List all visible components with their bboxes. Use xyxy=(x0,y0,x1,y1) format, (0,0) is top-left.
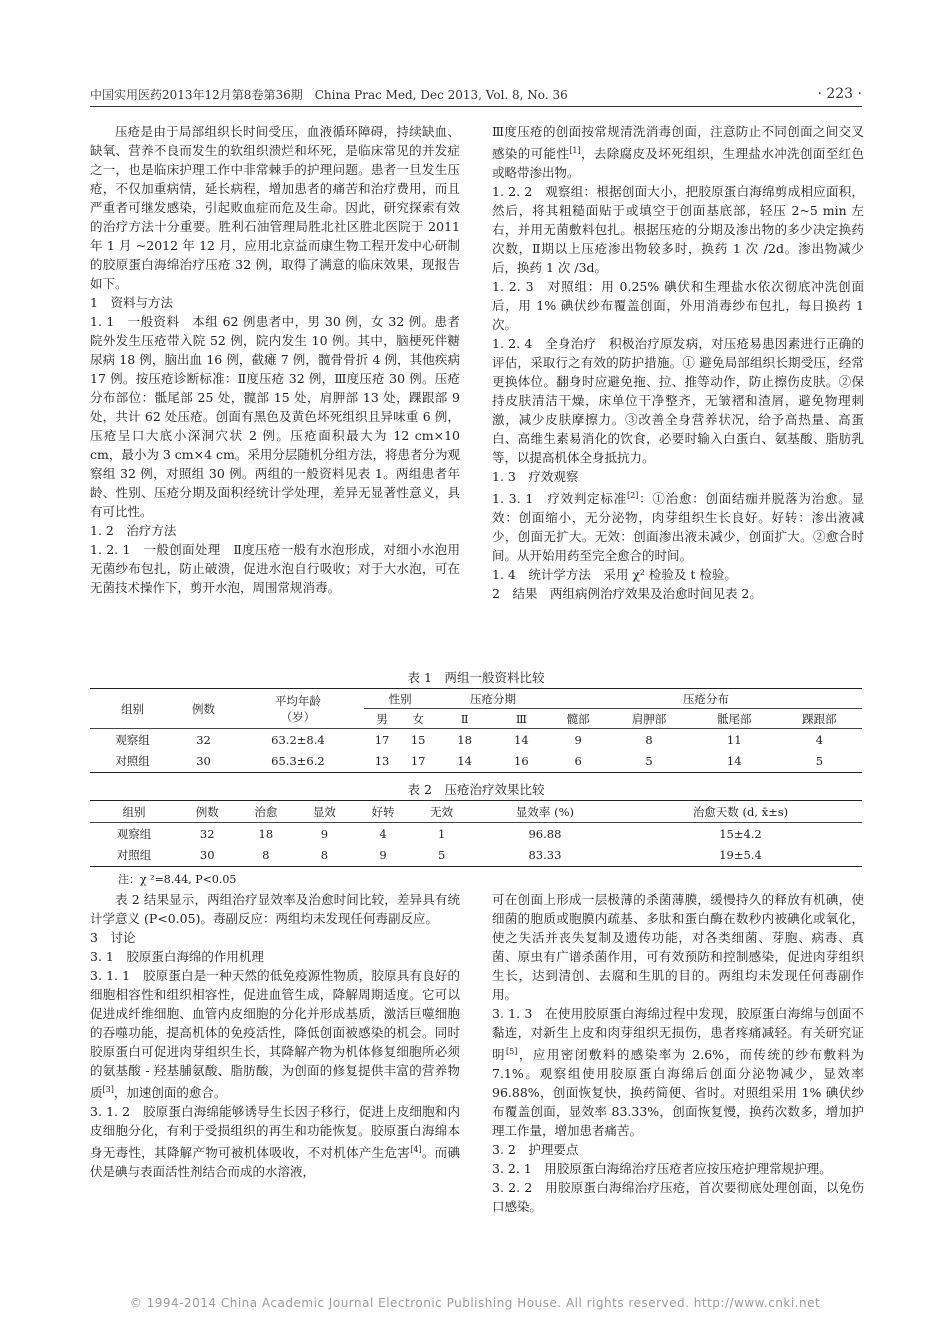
table2-header-rate: 显效率 (%) xyxy=(515,804,574,819)
citation-ref-1: [1] xyxy=(569,146,581,155)
table2-header-improved: 好转 xyxy=(371,804,395,819)
section-1-3-heading: 1. 3 疗效观察 xyxy=(492,469,579,485)
section-1-2-2-paragraph: 1. 2. 2 观察组：根据创面大小，把胶原蛋白海绵剪成相应面积，然后，将其粗糙面贴于或填空于创面基底部，轻压 2~5 min 左右，并用无菌敷料包扎。根据压疮的分期及渗出物的多少决定换药次数，Ⅱ期以上压疮渗出物较多时，换药 1 次 /2d。渗出物减少后，换药 1 次 /3d。 xyxy=(492,184,864,276)
column-left-upper xyxy=(90,122,460,597)
section-1-4-paragraph: 1. 4 统计学方法 采用 χ² 检验及 t 检验。 xyxy=(492,567,737,583)
section-3-1-3-paragraph: 3. 1. 3 在使用胶原蛋白海绵过程中发现，胶原蛋白海绵与创面不黏连，对新生上皮和肉芽组织无损伤，患者疼痛减轻。有关研究证明[5]，应用密闭敷料的感染率为 2.6%，而传统的纱布敷料为 7.1%。观察组使用胶原蛋白海绵后创面分泌物减少，显效率 96.88%，创面恢复快，换药简便、省时。对照组采用 1% 碘伏纱布覆盖创面，显效率 83.33%，创面恢复慢，换药次数多，增加护理工作量，增加患者痛苦。 xyxy=(492,1006,864,1139)
table-row: 对照组 30 8 8 9 5 83.33 19±5.4 xyxy=(90,845,862,867)
table-row: 观察组 32 63.2±8.4 17 15 18 14 9 8 11 4 xyxy=(115,732,824,747)
table2-header-ineffective: 无效 xyxy=(430,804,454,819)
section-3-2-2-paragraph: 3. 2. 2 用胶原蛋白海绵治疗压疮，首次要彻底处理创面，以免伤口感染。 xyxy=(492,1180,864,1215)
journal-citation: 中国实用医药2013年12月第8卷第36期 China Prac Med, Dec 2013, Vol. 8, No. 36 xyxy=(90,88,568,102)
section-1-3-1-paragraph: 1. 3. 1 疗效判定标准[2]：①治愈：创面结痂并脱落为治愈。显效：创面缩小，无分泌物，肉芽组织生长良好。好转：渗出液减少，创面无扩大。无效：创面渗出液未减少，创面扩大。②愈合时间。从开始用药至完全愈合的时间。 xyxy=(492,491,864,564)
copyright-footer: © 1994-2014 China Academic Journal Electronic Publishing House. All rights reserved. http://www.cnki.net xyxy=(129,1296,821,1310)
page-number: · 223 · xyxy=(817,86,862,102)
table1 xyxy=(90,688,862,773)
table1-caption: 表 1 两组一般资料比较 xyxy=(407,670,545,685)
table1-header-sacrum: 骶尾部 xyxy=(716,711,752,726)
section-3-1-2-paragraph: 3. 1. 2 胶原蛋白海绵能够诱导生长因子移行，促进上皮细胞和内皮细胞分化，有利于受损组织的再生和功能恢复。胶原蛋白海绵本身无毒性，其降解产物可被机体吸收，不对机体产生危害[4]。而碘伏是碘与表面活性剂结合而成的水溶液， xyxy=(90,1104,460,1180)
citation-ref-5: [5] xyxy=(506,1047,518,1056)
table1-header-site: 压疮分布 xyxy=(550,689,862,709)
table1-header-stage: 压疮分期 xyxy=(436,689,550,709)
section-1-1-paragraph: 1. 1 一般资料 本组 62 例患者中，男 30 例，女 32 例。患者院外发生压疮带入院 52 例，院内发生 10 例。其中，脑梗死伴糖尿病 18 例，脑出血 16 例，截瘫 7 例，髋骨骨折 4 例，其他疾病 17 例。按压疮诊断标准：Ⅱ度压疮 32 例，Ⅲ度压疮 30 例。压疮分布部位：骶尾部 25 处，髋部 15 处，肩胛部 13 处，踝跟部 9 处，共计 62 处压疮。创面有黑色及黄色坏死组织且异味重 6 例，压疮呈口大底小深洞穴状 2 例。压疮面积最大为 12 cm×10 cm，最小为 3 cm×4 cm。采用分层随机分组方法，将患者分为观察组 32 例，对照组 30 例。两组的一般资料见表 1。两组患者年龄、性别、压疮分期及面积经统计学处理，差异无显著性意义，具有可比性。 xyxy=(90,314,460,519)
section-1-2-heading: 1. 2 治疗方法 xyxy=(90,523,177,538)
header-divider xyxy=(90,106,862,107)
column-right-upper xyxy=(492,122,864,603)
table1-header-stage3: Ⅲ xyxy=(515,711,527,726)
section-2-paragraph: 2 结果 两组病例治疗效果及治愈时间见表 2。 xyxy=(492,586,762,602)
citation-ref-3: [3] xyxy=(102,1085,114,1094)
table2 xyxy=(90,800,862,867)
iodophor-paragraph: 可在创面上形成一层极薄的杀菌薄膜，缓慢持久的释放有机碘，使细菌的胞质或胞膜内疏基、多肽和蛋白酶在数秒内被碘化或氧化，使之失活并丧失复制及遗传功能，对各类细菌、芽胞、病毒、真菌、原虫有广谱杀菌作用，可有效预防和控制感染，促进肉芽组织生长，达到清创、去腐和生肌的目的。两组均未发现任何毒副作用。 xyxy=(492,892,864,1002)
section-1-heading: 1 资料与方法 xyxy=(90,295,173,310)
section-1-2-4-paragraph: 1. 2. 4 全身治疗 积极治疗原发病，对压疮易患因素进行正确的评估，采取行之有效的防护措施。① 避免局部组织长期受压，经常更换体位。翻身时应避免拖、拉、推等动作，防止擦伤皮肤。②保持皮肤清洁干燥，床单位干净整齐，无皱褶和渣屑，避免物理刺激，减少皮肤摩擦力。③改善全身营养状况，给予高热量、高蛋白、高维生素易消化的饮食，必要时输入白蛋白、氨基酸、脂肪乳等，以提高机体全身抵抗力。 xyxy=(492,336,864,466)
table2-caption: 表 2 压疮治疗效果比较 xyxy=(407,782,545,797)
table1-header-heel: 踝跟部 xyxy=(802,711,837,726)
section-3-2-heading: 3. 2 护理要点 xyxy=(492,1142,579,1158)
table1-header-female: 女 xyxy=(412,711,424,726)
stage3-paragraph: Ⅲ度压疮的创面按常规清洗消毒创面，注意防止不同创面之间交叉感染的可能性[1]，去除腐皮及坏死组织，生理盐水冲洗创面至红色或略带渗出物。 xyxy=(492,124,864,181)
table1-header-male: 男 xyxy=(376,711,388,726)
table1-header-age: 平均年龄 （岁） xyxy=(274,693,321,724)
table1-header-shoulder: 肩胛部 xyxy=(631,711,667,726)
table1-header-stage2: Ⅱ xyxy=(460,711,469,726)
table2-header-cured: 治愈 xyxy=(254,804,278,819)
table2-header-group: 组别 xyxy=(122,804,146,819)
table-row: 观察组 32 18 9 4 1 96.88 15±4.2 xyxy=(116,826,762,841)
section-3-2-1-paragraph: 3. 2. 1 用胶原蛋白海绵治疗压疮者应按压疮护理常规护理。 xyxy=(492,1161,832,1177)
table2-header-marked: 显效 xyxy=(312,804,336,819)
citation-ref-2: [2] xyxy=(626,491,639,501)
table2-note: 注：χ ²=8.44, P<0.05 xyxy=(118,873,237,886)
column-left-lower xyxy=(90,890,460,1181)
table1-header-group: 组别 xyxy=(121,701,145,716)
section-1-2-1-paragraph: 1. 2. 1 一般创面处理 Ⅱ度压疮一般有水泡形成，对细小水泡用无菌纱布包扎，防止破溃，促进水泡自行吸收；对于大水泡，可在无菌技术操作下，剪开水泡，周围常规消毒。 xyxy=(90,542,460,595)
table1-header-hip: 髋部 xyxy=(566,711,590,726)
table-row: 对照组 30 65.3±6.2 13 17 14 16 6 5 14 5 xyxy=(90,751,862,773)
section-3-heading: 3 讨论 xyxy=(90,930,136,945)
citation-ref-4: [4] xyxy=(410,1145,422,1155)
table1-header-gender: 性别 xyxy=(364,689,436,709)
table2-header-cases: 例数 xyxy=(195,804,219,819)
table1-header-cases: 例数 xyxy=(192,701,216,716)
table2-header-days: 治愈天数 (d, x̄±s) xyxy=(692,804,789,819)
results-paragraph: 表 2 结果显示，两组治疗显效率及治愈时间比较，差异具有统计学意义 (P<0.05)。毒副反应：两组均未发现任何毒副反应。 xyxy=(90,892,460,926)
section-1-2-3-paragraph: 1. 2. 3 对照组：用 0.25% 碘伏和生理盐水依次彻底冲洗创面后，用 1% 碘伏纱布覆盖创面，外用消毒纱布包扎，每日换药 1 次。 xyxy=(492,279,864,333)
section-3-1-heading: 3. 1 胶原蛋白海绵的作用机理 xyxy=(90,949,264,964)
column-right-lower xyxy=(492,890,864,1216)
intro-paragraph: 压疮是由于局部组织长时间受压，血液循环障碍，持续缺血、缺氧、营养不良而发生的软组织溃烂和坏死，是临床常见的并发症之一，也是临床护理工作中非常棘手的护理问题。患者一旦发生压疮，不仅加重病情，延长病程，增加患者的痛苦和治疗费用，而且严重者可继发感染，引起败血症而危及生命。因此，研究探索有效的治疗方法十分重要。胜利石油管理局胜北社区胜北医院于 2011 年 1 月 ~2012 年 12 月，应用北京益而康生物工程开发中心研制的胶原蛋白海绵治疗压疮 32 例，取得了满意的临床效果，现报告如下。 xyxy=(90,124,460,291)
section-3-1-1-paragraph: 3. 1. 1 胶原蛋白是一种天然的低免疫源性物质，胶原具有良好的细胞相容性和组织相容性，促进血管生成，降解周期适度。它可以促进成纤维细胞、血管内皮细胞的分化并形成基质，激活巨噬细胞的吞噬功能，提高机体的免疫活性，降低创面被感染的机会。同时胶原蛋白可促进肉芽组织生长，其降解产物为机体修复细胞所必须的氨基酸 - 羟基脯氨酸、脂肪酸，为创面的修复提供丰富的营养物质[3]，加速创面的愈合。 xyxy=(90,968,460,1101)
